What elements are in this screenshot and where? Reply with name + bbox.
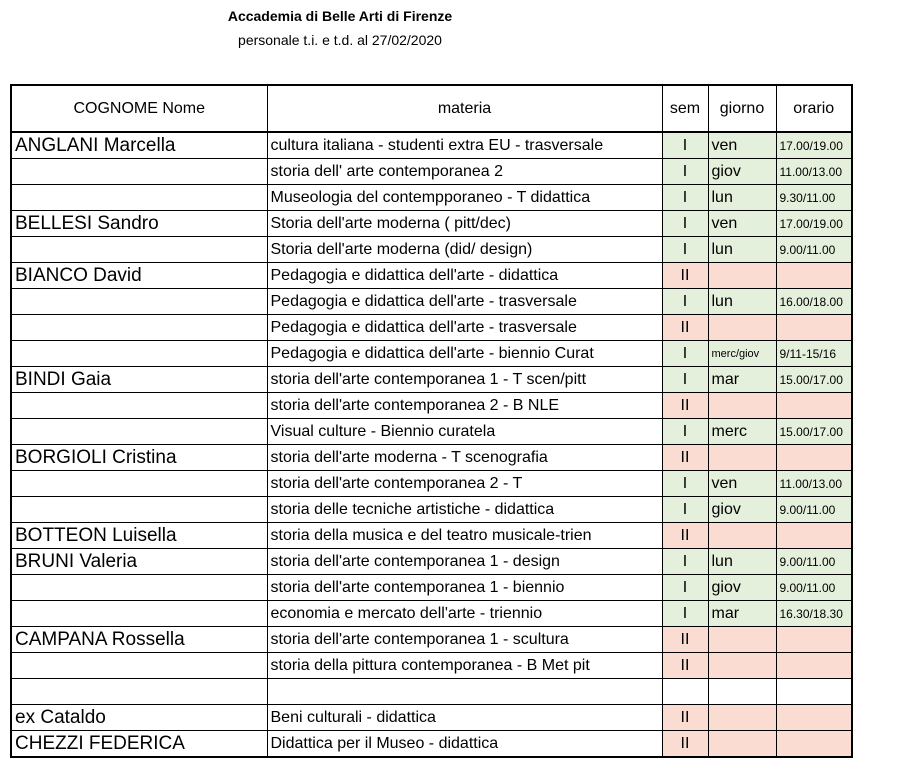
cell-orario: 9.00/11.00 <box>776 575 852 601</box>
cell-name <box>11 393 267 419</box>
cell-sem: I <box>662 159 708 185</box>
cell-giorno <box>708 705 776 731</box>
cell-giorno: merc <box>708 419 776 445</box>
cell-sem: II <box>662 393 708 419</box>
cell-materia: Storia dell'arte moderna ( pitt/dec) <box>267 211 662 237</box>
cell-name <box>11 419 267 445</box>
table-row <box>11 237 852 263</box>
table-body <box>11 132 852 757</box>
cell-name: BRUNI Valeria <box>11 549 267 575</box>
cell-giorno <box>708 315 776 341</box>
table-row <box>11 653 852 679</box>
cell-orario: 11.00/13.00 <box>776 471 852 497</box>
cell-materia <box>267 679 662 705</box>
institution-title: Accademia di Belle Arti di Firenze <box>227 8 453 24</box>
cell-giorno: lun <box>708 237 776 263</box>
cell-orario <box>776 393 852 419</box>
cell-giorno <box>708 263 776 289</box>
cell-giorno: mar <box>708 601 776 627</box>
table-row <box>11 315 852 341</box>
cell-sem: I <box>662 132 708 159</box>
cell-giorno: mar <box>708 367 776 393</box>
table-row <box>11 471 852 497</box>
cell-materia: storia dell'arte contemporanea 1 - design <box>267 549 662 575</box>
cell-giorno: giov <box>708 497 776 523</box>
column-header-orario: orario <box>776 85 852 132</box>
cell-sem: II <box>662 445 708 471</box>
cell-sem: II <box>662 731 708 758</box>
cell-sem <box>662 679 708 705</box>
cell-orario <box>776 679 852 705</box>
table-header-row <box>11 85 852 132</box>
cell-sem: I <box>662 471 708 497</box>
cell-giorno: giov <box>708 159 776 185</box>
table-row <box>11 601 852 627</box>
cell-orario: 15.00/17.00 <box>776 419 852 445</box>
cell-giorno: lun <box>708 549 776 575</box>
cell-orario <box>776 263 852 289</box>
cell-materia: Pedagogia e didattica dell'arte - didattica <box>267 263 662 289</box>
cell-orario <box>776 731 852 758</box>
cell-sem: II <box>662 653 708 679</box>
cell-giorno: ven <box>708 471 776 497</box>
cell-orario: 9.00/11.00 <box>776 237 852 263</box>
cell-name <box>11 601 267 627</box>
cell-name: BELLESI Sandro <box>11 211 267 237</box>
cell-name <box>11 679 267 705</box>
table-row <box>11 549 852 575</box>
cell-giorno: merc/giov <box>708 341 776 367</box>
cell-name <box>11 653 267 679</box>
table-row <box>11 705 852 731</box>
cell-giorno: ven <box>708 211 776 237</box>
cell-name <box>11 315 267 341</box>
cell-sem: I <box>662 601 708 627</box>
cell-materia: storia della musica e del teatro musicale-trien <box>267 523 662 549</box>
cell-orario <box>776 445 852 471</box>
table-row <box>11 575 852 601</box>
cell-materia: storia dell'arte contemporanea 2 - B NLE <box>267 393 662 419</box>
cell-name <box>11 471 267 497</box>
cell-materia: economia e mercato dell'arte - triennio <box>267 601 662 627</box>
cell-materia: cultura italiana - studenti extra EU - trasversale <box>267 132 662 159</box>
cell-materia: storia dell'arte contemporanea 1 - scultura <box>267 627 662 653</box>
cell-giorno <box>708 679 776 705</box>
table-row <box>11 627 852 653</box>
cell-orario: 15.00/17.00 <box>776 367 852 393</box>
table-row <box>11 263 852 289</box>
cell-sem: II <box>662 523 708 549</box>
column-header-sem: sem <box>662 85 708 132</box>
cell-sem: I <box>662 185 708 211</box>
table-row <box>11 497 852 523</box>
cell-sem: I <box>662 575 708 601</box>
cell-name <box>11 497 267 523</box>
table-row <box>11 393 852 419</box>
cell-materia: storia dell'arte contemporanea 1 - T scen/pitt <box>267 367 662 393</box>
cell-giorno: ven <box>708 132 776 159</box>
cell-name <box>11 237 267 263</box>
cell-sem: II <box>662 263 708 289</box>
cell-materia: Pedagogia e didattica dell'arte - trasversale <box>267 289 662 315</box>
cell-name: ANGLANI Marcella <box>11 132 267 159</box>
cell-materia: storia dell' arte contemporanea 2 <box>267 159 662 185</box>
cell-giorno <box>708 523 776 549</box>
cell-orario <box>776 523 852 549</box>
table-row <box>11 419 852 445</box>
cell-giorno <box>708 731 776 758</box>
cell-materia: storia dell'arte contemporanea 1 - biennio <box>267 575 662 601</box>
cell-name: BOTTEON Luisella <box>11 523 267 549</box>
cell-orario: 17.00/19.00 <box>776 211 852 237</box>
cell-name: CAMPANA Rossella <box>11 627 267 653</box>
cell-name <box>11 185 267 211</box>
table-row <box>11 132 852 159</box>
cell-sem: I <box>662 367 708 393</box>
cell-materia: storia delle tecniche artistiche - didattica <box>267 497 662 523</box>
cell-orario: 9.30/11.00 <box>776 185 852 211</box>
cell-orario: 9/11-15/16 <box>776 341 852 367</box>
cell-name <box>11 289 267 315</box>
cell-sem: I <box>662 419 708 445</box>
cell-name <box>11 341 267 367</box>
cell-orario: 9.00/11.00 <box>776 549 852 575</box>
cell-materia: Beni culturali - didattica <box>267 705 662 731</box>
cell-sem: I <box>662 549 708 575</box>
cell-orario <box>776 627 852 653</box>
cell-giorno: giov <box>708 575 776 601</box>
cell-orario <box>776 315 852 341</box>
cell-materia: Museologia del contempporaneo - T didattica <box>267 185 662 211</box>
cell-sem: I <box>662 211 708 237</box>
cell-name: ex Cataldo <box>11 705 267 731</box>
cell-orario: 17.00/19.00 <box>776 132 852 159</box>
cell-name: BINDI Gaia <box>11 367 267 393</box>
cell-giorno: lun <box>708 289 776 315</box>
cell-giorno: lun <box>708 185 776 211</box>
cell-orario: 11.00/13.00 <box>776 159 852 185</box>
cell-materia: Storia dell'arte moderna (did/ design) <box>267 237 662 263</box>
document-subtitle: personale t.i. e t.d. al 27/02/2020 <box>238 32 442 48</box>
cell-name: CHEZZI FEDERICA <box>11 731 267 758</box>
cell-name <box>11 159 267 185</box>
staff-schedule-table <box>10 84 853 758</box>
cell-sem: I <box>662 497 708 523</box>
cell-orario: 16.00/18.00 <box>776 289 852 315</box>
cell-materia: storia della pittura contemporanea - B Met pit <box>267 653 662 679</box>
table-row <box>11 731 852 758</box>
cell-name: BORGIOLI Cristina <box>11 445 267 471</box>
table-row <box>11 159 852 185</box>
column-header-giorno: giorno <box>708 85 776 132</box>
cell-materia: storia dell'arte moderna - T scenografia <box>267 445 662 471</box>
cell-materia: Visual culture - Biennio curatela <box>267 419 662 445</box>
table-row <box>11 445 852 471</box>
table-row <box>11 185 852 211</box>
cell-sem: I <box>662 341 708 367</box>
table-row <box>11 367 852 393</box>
cell-materia: Pedagogia e didattica dell'arte - trasversale <box>267 315 662 341</box>
cell-sem: I <box>662 237 708 263</box>
cell-sem: II <box>662 705 708 731</box>
column-header-name: COGNOME Nome <box>11 85 267 132</box>
cell-materia: Pedagogia e didattica dell'arte - biennio Curat <box>267 341 662 367</box>
cell-orario <box>776 653 852 679</box>
cell-sem: I <box>662 289 708 315</box>
cell-orario: 9.00/11.00 <box>776 497 852 523</box>
table-row <box>11 523 852 549</box>
cell-giorno <box>708 393 776 419</box>
cell-sem: II <box>662 627 708 653</box>
cell-giorno <box>708 653 776 679</box>
cell-giorno <box>708 627 776 653</box>
table-row <box>11 211 852 237</box>
column-header-materia: materia <box>267 85 662 132</box>
table-row <box>11 289 852 315</box>
cell-name <box>11 575 267 601</box>
table-row <box>11 679 852 705</box>
table-row <box>11 341 852 367</box>
cell-orario: 16.30/18.30 <box>776 601 852 627</box>
cell-materia: Didattica per il Museo - didattica <box>267 731 662 758</box>
cell-materia: storia dell'arte contemporanea 2 - T <box>267 471 662 497</box>
cell-orario <box>776 705 852 731</box>
cell-sem: II <box>662 315 708 341</box>
cell-giorno <box>708 445 776 471</box>
cell-name: BIANCO David <box>11 263 267 289</box>
